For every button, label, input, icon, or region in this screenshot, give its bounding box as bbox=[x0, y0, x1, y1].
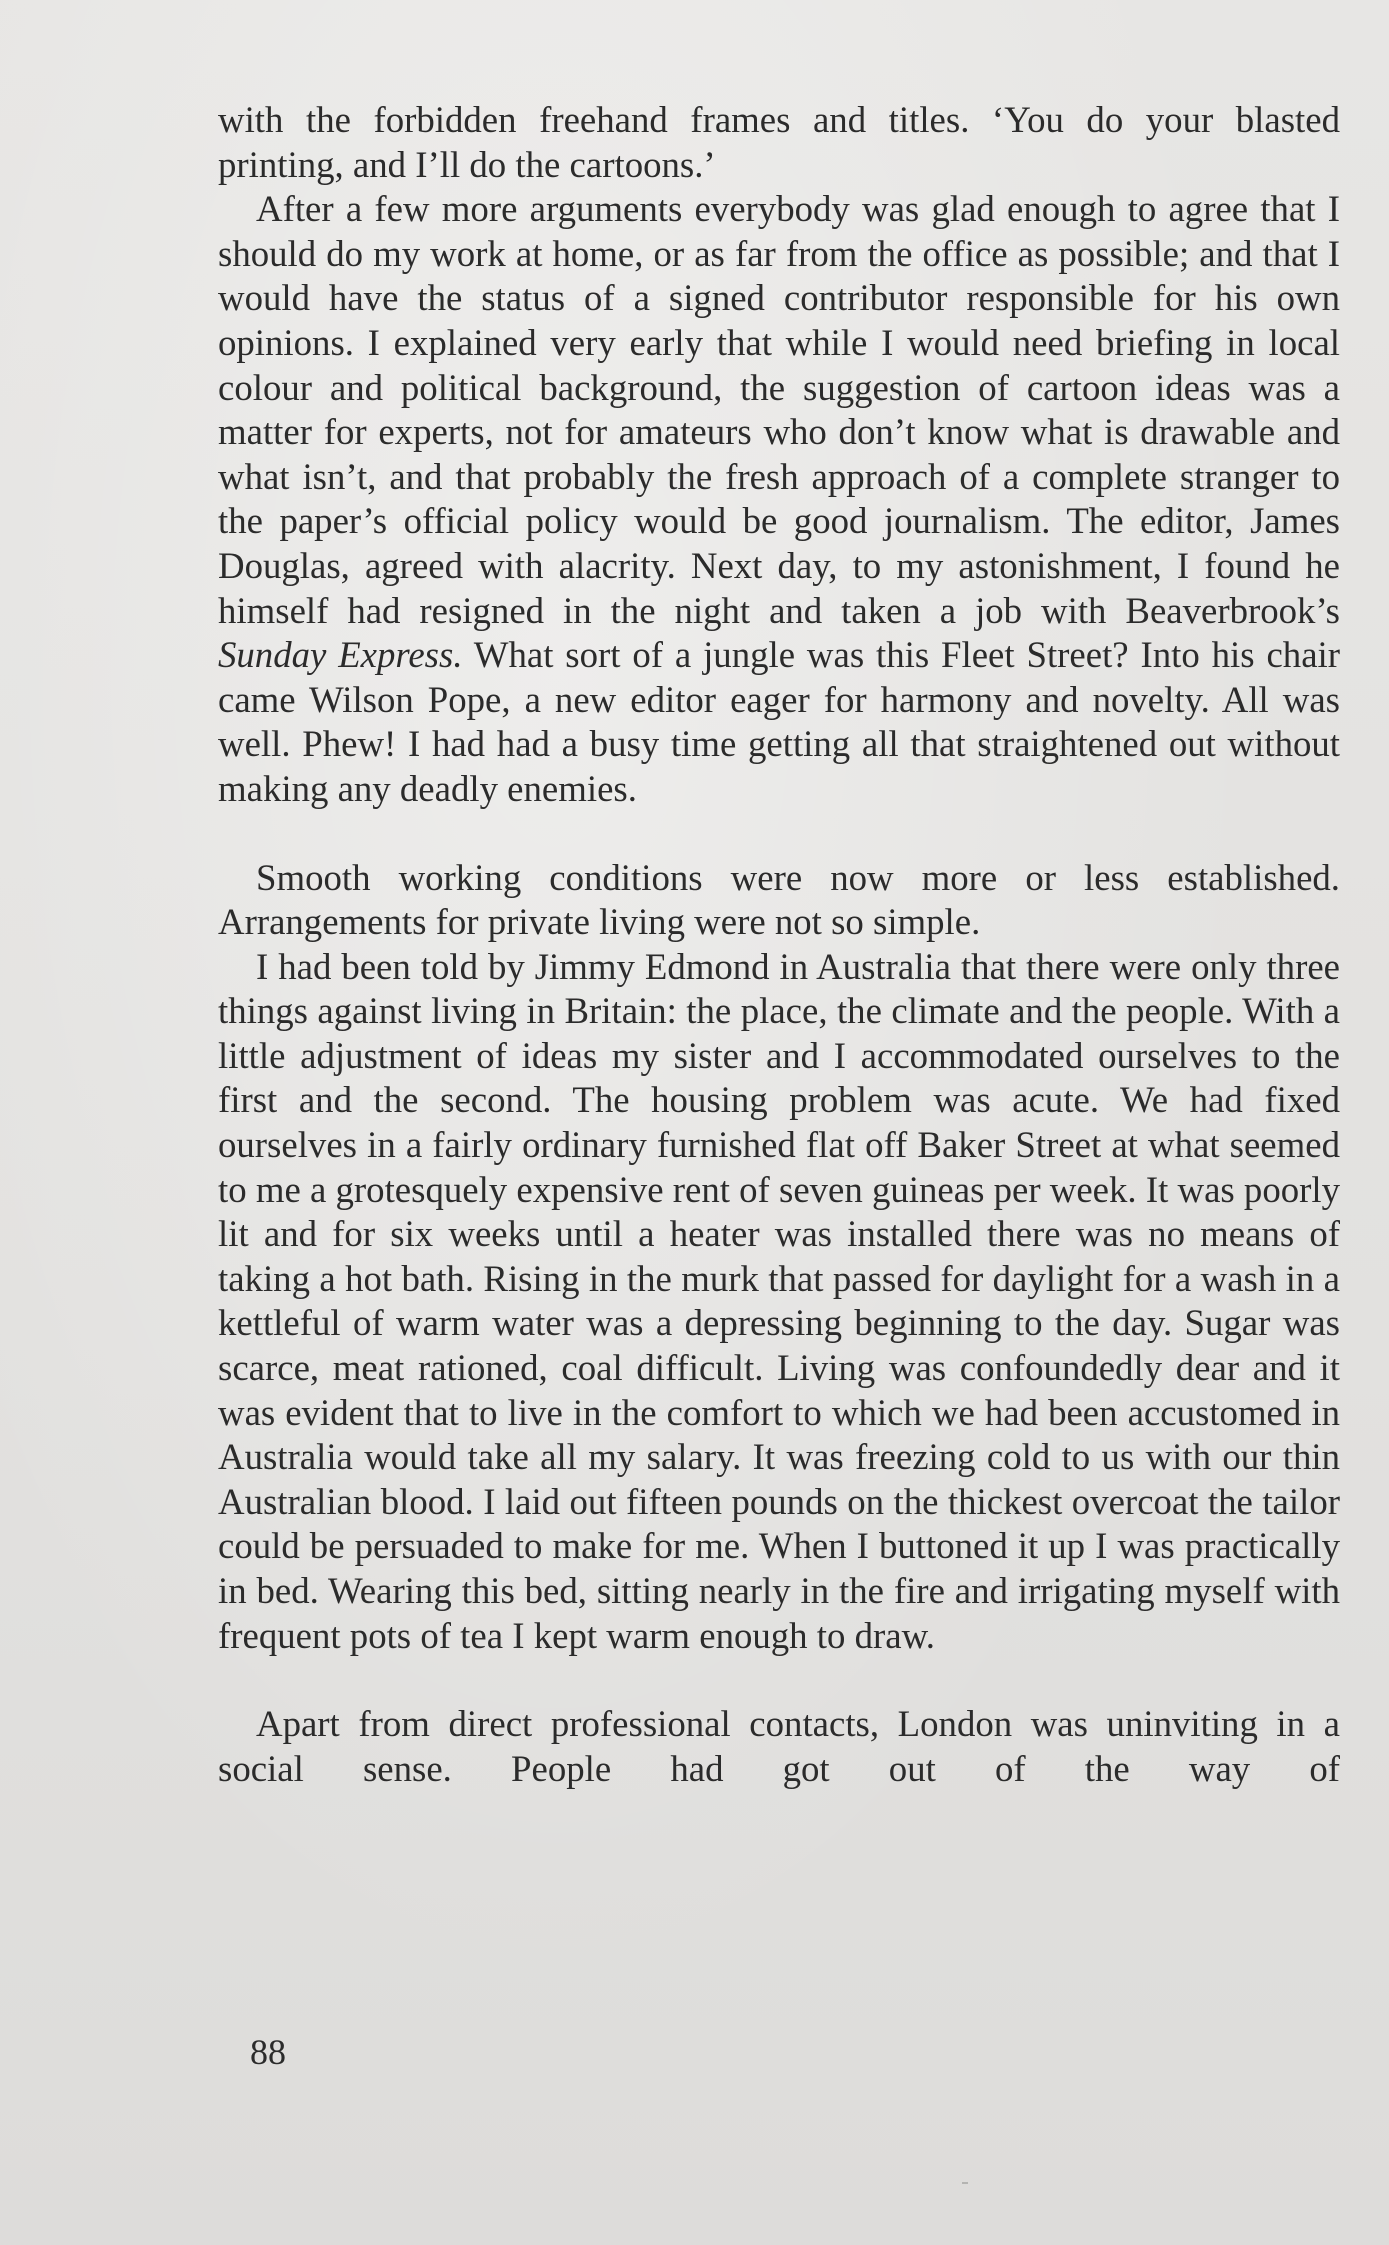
paragraph-text: After a few more arguments everybody was glad enough to agree that I should do my work at home, or as far from the office as possible; and that I would have the status of a signed contributor responsible for his own opinions. I explained very early that while I would need briefing in local colour and political background, the suggestion of cartoon ideas was a matter for experts, not for amateurs who don’t know what is drawable and what isn’t, and that probably the fresh approach of a complete stranger to the paper’s official policy would be good journalism. The editor, James Douglas, agreed with alacrity. Next day, to my astonishment, I found he himself had resigned in the night and taken a job with Beaverbrook’s bbox=[218, 188, 1340, 631]
section-break bbox=[218, 812, 1340, 856]
paragraph-continuation: with the forbidden freehand frames and titles. ‘You do your blasted printing, and I’ll do the cartoons.’ bbox=[218, 99, 1340, 185]
newspaper-title: Sunday Express. bbox=[218, 634, 463, 676]
paragraph-editor-arrangement bbox=[218, 187, 1340, 811]
paper-speck bbox=[962, 2182, 968, 2184]
page-number: 88 bbox=[250, 2032, 286, 2072]
paragraph-london-social: Apart from direct professional contacts, London was uninviting in a social sense. People had got out of the way of bbox=[218, 1703, 1340, 1789]
paragraph-working-conditions: Smooth working conditions were now more or less established. Arrangements for private living were not so simple. bbox=[218, 856, 1340, 943]
paragraph-living-in-britain: I had been told by Jimmy Edmond in Australia that there were only three things against living in Britain: the place, the climate and the people. With a little adjustment of ideas my sister and I accommodated ourselves to the first and the second. The housing problem was acute. We had fixed ourselves in a fairly ordinary furnished flat off Baker Street at what seemed to me a grotesquely expensive rent of seven guineas per week. It was poorly lit and for six weeks until a heater was installed there was no means of taking a hot bath. Rising in the murk that passed for daylight for a wash in a kettleful of warm water was a depressing beginning to the day. Sugar was scarce, meat rationed, coal difficult. Living was confoundedly dear and it was evident that to live in the comfort to which we had been accustomed in Australia would take all my salary. It was freezing cold to us with our thin Australian blood. I laid out fifteen pounds on the thickest overcoat the tailor could be persuaded to make for me. When I buttoned it up I was practically in bed. Wearing this bed, sitting nearly in the fire and irrigating myself with frequent pots of tea I kept warm enough to draw. bbox=[218, 945, 1340, 1656]
section-break bbox=[218, 1658, 1340, 1702]
page-body bbox=[218, 98, 1340, 1791]
paragraph-text: What sort of a jungle was this Fleet Street? Into his chair came Wilson Pope, a new editor eager for harmony and novelty. All was well. Phew! I had had a busy time getting all that straightened out without making any deadly enemies. bbox=[218, 634, 1340, 809]
